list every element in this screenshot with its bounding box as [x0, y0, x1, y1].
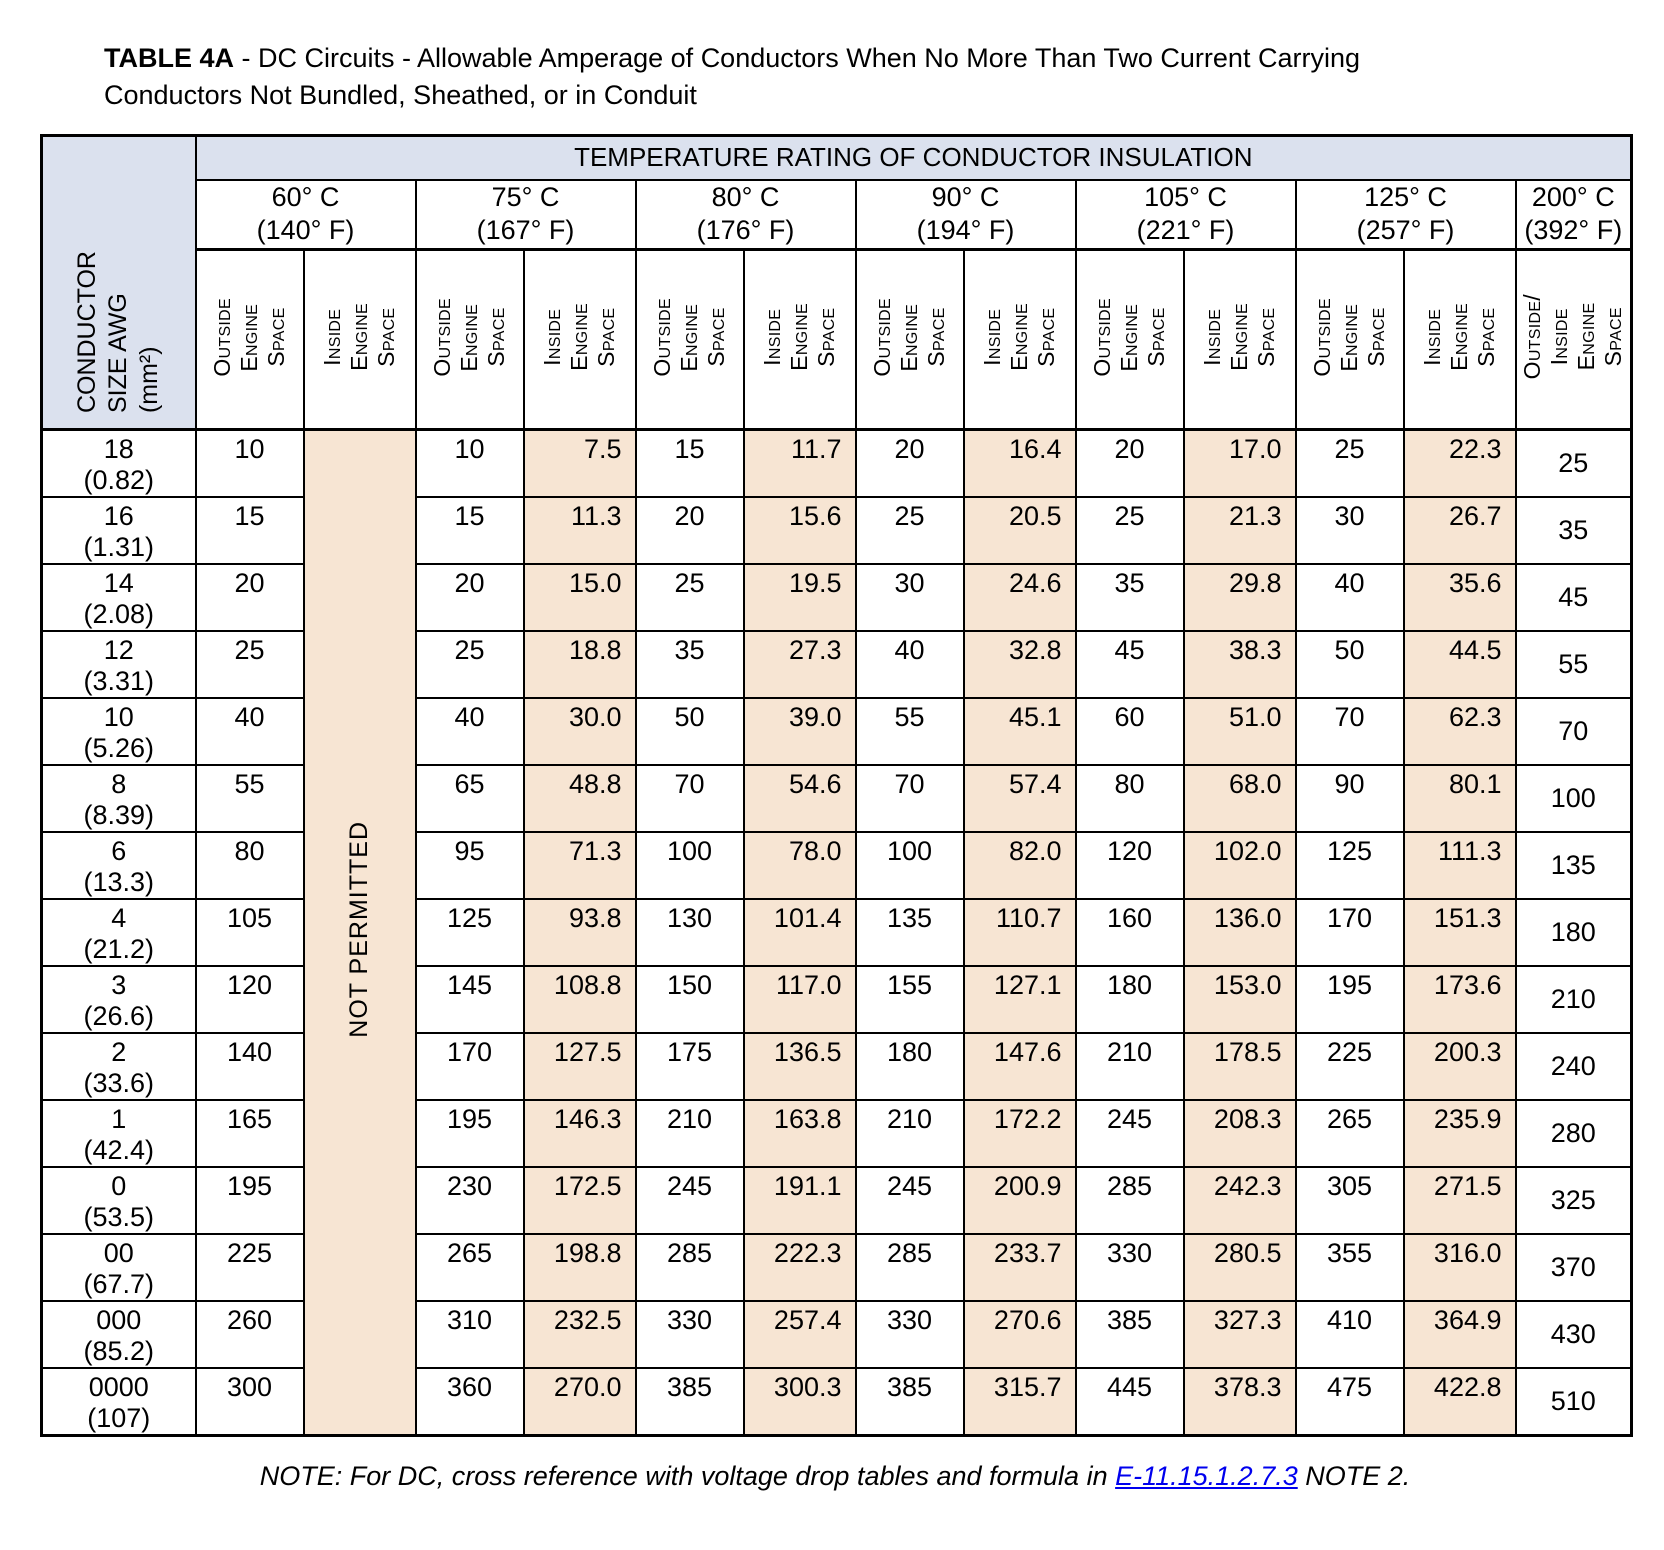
amperage-value-cell: 100 [636, 832, 744, 899]
amperage-value-cell: 15.0 [524, 564, 636, 631]
temp-group-header: 105° C (221° F) [1076, 180, 1296, 250]
amperage-value-cell: 7.5 [524, 430, 636, 498]
amperage-value-cell: 16.4 [964, 430, 1076, 498]
amperage-value-cell: 100 [1516, 765, 1632, 832]
table-row [42, 430, 1632, 498]
amperage-value-cell: 71.3 [524, 832, 636, 899]
amperage-value-cell: 233.7 [964, 1234, 1076, 1301]
amperage-value-cell: 175 [636, 1033, 744, 1100]
amperage-value-cell: 20 [856, 430, 964, 498]
amperage-value-cell: 35 [636, 631, 744, 698]
amperage-value-cell: 370 [1516, 1234, 1632, 1301]
temp-group-header: 125° C (257° F) [1296, 180, 1516, 250]
amperage-value-cell: 135 [856, 899, 964, 966]
conductor-size-cell: 0 (53.5) [42, 1167, 196, 1234]
amperage-value-cell: 11.7 [744, 430, 856, 498]
amperage-value-cell: 325 [1516, 1167, 1632, 1234]
amperage-value-cell: 19.5 [744, 564, 856, 631]
amperage-value-cell: 17.0 [1184, 430, 1296, 498]
conductor-size-cell: 14 (2.08) [42, 564, 196, 631]
amperage-value-cell: 160 [1076, 899, 1184, 966]
amperage-value-cell: 265 [416, 1234, 524, 1301]
conductor-size-header: CONDUCTOR SIZE AWG (mm²) [42, 136, 196, 430]
amperage-value-cell: 25 [416, 631, 524, 698]
amperage-value-cell: 445 [1076, 1368, 1184, 1436]
amperage-value-cell: 50 [1296, 631, 1404, 698]
amperage-value-cell: 25 [856, 497, 964, 564]
amperage-value-cell: 10 [196, 430, 304, 498]
amperage-value-cell: 57.4 [964, 765, 1076, 832]
amperage-value-cell: 245 [1076, 1100, 1184, 1167]
amperage-value-cell: 235.9 [1404, 1100, 1516, 1167]
outside-engine-space-header: Outside Engine Space [1076, 250, 1184, 430]
amperage-value-cell: 27.3 [744, 631, 856, 698]
conductor-size-cell: 6 (13.3) [42, 832, 196, 899]
inside-engine-space-header: Inside Engine Space [1184, 250, 1296, 430]
amperage-value-cell: 30 [1296, 497, 1404, 564]
inside-engine-space-header: Inside Engine Space [524, 250, 636, 430]
conductor-size-cell: 00 (67.7) [42, 1234, 196, 1301]
amperage-value-cell: 38.3 [1184, 631, 1296, 698]
amperage-value-cell: 60 [1076, 698, 1184, 765]
amperage-value-cell: 20 [416, 564, 524, 631]
table-row [42, 1167, 1632, 1234]
amperage-value-cell: 105 [196, 899, 304, 966]
amperage-value-cell: 178.5 [1184, 1033, 1296, 1100]
conductor-size-cell: 8 (8.39) [42, 765, 196, 832]
amperage-value-cell: 15.6 [744, 497, 856, 564]
amperage-value-cell: 30.0 [524, 698, 636, 765]
amperage-value-cell: 195 [416, 1100, 524, 1167]
amperage-value-cell: 40 [196, 698, 304, 765]
amperage-value-cell: 11.3 [524, 497, 636, 564]
table-row [42, 899, 1632, 966]
amperage-value-cell: 330 [856, 1301, 964, 1368]
inside-engine-space-header: Inside Engine Space [964, 250, 1076, 430]
amperage-value-cell: 210 [1076, 1033, 1184, 1100]
amperage-value-cell: 510 [1516, 1368, 1632, 1436]
table-row [42, 1100, 1632, 1167]
table-row [42, 1301, 1632, 1368]
table-row [42, 698, 1632, 765]
outside-engine-space-header: Outside Engine Space [1296, 250, 1404, 430]
temp-group-header: 60° C (140° F) [196, 180, 416, 250]
amperage-value-cell: 191.1 [744, 1167, 856, 1234]
amperage-table-head [42, 136, 1632, 430]
amperage-value-cell: 327.3 [1184, 1301, 1296, 1368]
table-row [42, 564, 1632, 631]
amperage-value-cell: 40 [856, 631, 964, 698]
amperage-value-cell: 120 [196, 966, 304, 1033]
amperage-value-cell: 300.3 [744, 1368, 856, 1436]
amperage-value-cell: 127.5 [524, 1033, 636, 1100]
temp-group-header: 200° C (392° F) [1516, 180, 1632, 250]
amperage-value-cell: 232.5 [524, 1301, 636, 1368]
amperage-value-cell: 430 [1516, 1301, 1632, 1368]
amperage-value-cell: 62.3 [1404, 698, 1516, 765]
amperage-value-cell: 108.8 [524, 966, 636, 1033]
outside-engine-space-header: Outside Engine Space [416, 250, 524, 430]
amperage-value-cell: 93.8 [524, 899, 636, 966]
amperage-value-cell: 78.0 [744, 832, 856, 899]
amperage-value-cell: 230 [416, 1167, 524, 1234]
amperage-value-cell: 151.3 [1404, 899, 1516, 966]
inside-engine-space-header: Inside Engine Space [744, 250, 856, 430]
amperage-value-cell: 25 [1516, 430, 1632, 498]
inside-engine-space-header: Inside Engine Space [1404, 250, 1516, 430]
footnote-text-suffix: NOTE 2. [1297, 1461, 1411, 1491]
amperage-value-cell: 55 [1516, 631, 1632, 698]
amperage-value-cell: 45 [1516, 564, 1632, 631]
amperage-value-cell: 20 [196, 564, 304, 631]
amperage-value-cell: 360 [416, 1368, 524, 1436]
table-row [42, 1033, 1632, 1100]
amperage-value-cell: 10 [416, 430, 524, 498]
amperage-value-cell: 101.4 [744, 899, 856, 966]
amperage-value-cell: 22.3 [1404, 430, 1516, 498]
amperage-value-cell: 136.0 [1184, 899, 1296, 966]
amperage-value-cell: 145 [416, 966, 524, 1033]
conductor-size-cell: 000 (85.2) [42, 1301, 196, 1368]
table-title-text: - DC Circuits - Allowable Amperage of Conductors When No More Than Two Current Carrying Conductors Not Bundled, Sheathed, or in Conduit [104, 43, 1360, 110]
temperature-rating-header: TEMPERATURE RATING OF CONDUCTOR INSULATION [196, 136, 1632, 180]
amperage-value-cell: 280 [1516, 1100, 1632, 1167]
conductor-size-cell: 2 (33.6) [42, 1033, 196, 1100]
conductor-size-cell: 3 (26.6) [42, 966, 196, 1033]
amperage-value-cell: 136.5 [744, 1033, 856, 1100]
amperage-value-cell: 125 [1296, 832, 1404, 899]
amperage-value-cell: 20 [1076, 430, 1184, 498]
amperage-value-cell: 200.9 [964, 1167, 1076, 1234]
amperage-value-cell: 26.7 [1404, 497, 1516, 564]
amperage-value-cell: 210 [636, 1100, 744, 1167]
conductor-size-cell: 18 (0.82) [42, 430, 196, 498]
amperage-value-cell: 195 [196, 1167, 304, 1234]
amperage-value-cell: 271.5 [1404, 1167, 1516, 1234]
amperage-value-cell: 68.0 [1184, 765, 1296, 832]
amperage-value-cell: 198.8 [524, 1234, 636, 1301]
amperage-value-cell: 120 [1076, 832, 1184, 899]
amperage-value-cell: 200.3 [1404, 1033, 1516, 1100]
amperage-value-cell: 30 [856, 564, 964, 631]
amperage-value-cell: 80 [196, 832, 304, 899]
footnote [40, 1461, 1630, 1492]
amperage-value-cell: 140 [196, 1033, 304, 1100]
amperage-value-cell: 35.6 [1404, 564, 1516, 631]
amperage-value-cell: 54.6 [744, 765, 856, 832]
table-title [104, 40, 1504, 114]
amperage-value-cell: 40 [416, 698, 524, 765]
amperage-value-cell: 225 [196, 1234, 304, 1301]
amperage-value-cell: 410 [1296, 1301, 1404, 1368]
amperage-value-cell: 70 [1296, 698, 1404, 765]
amperage-value-cell: 315.7 [964, 1368, 1076, 1436]
amperage-value-cell: 44.5 [1404, 631, 1516, 698]
amperage-value-cell: 270.0 [524, 1368, 636, 1436]
amperage-value-cell: 210 [856, 1100, 964, 1167]
amperage-value-cell: 305 [1296, 1167, 1404, 1234]
amperage-value-cell: 90 [1296, 765, 1404, 832]
amperage-value-cell: 150 [636, 966, 744, 1033]
outside-engine-space-header: Outside Engine Space [636, 250, 744, 430]
amperage-value-cell: 50 [636, 698, 744, 765]
amperage-value-cell: 48.8 [524, 765, 636, 832]
amperage-value-cell: 45 [1076, 631, 1184, 698]
amperage-value-cell: 385 [856, 1368, 964, 1436]
amperage-value-cell: 70 [636, 765, 744, 832]
amperage-value-cell: 95 [416, 832, 524, 899]
temp-group-header: 75° C (167° F) [416, 180, 636, 250]
amperage-value-cell: 195 [1296, 966, 1404, 1033]
amperage-value-cell: 285 [856, 1234, 964, 1301]
amperage-value-cell: 15 [636, 430, 744, 498]
amperage-value-cell: 385 [636, 1368, 744, 1436]
amperage-value-cell: 55 [856, 698, 964, 765]
amperage-value-cell: 80.1 [1404, 765, 1516, 832]
amperage-value-cell: 270.6 [964, 1301, 1076, 1368]
amperage-value-cell: 32.8 [964, 631, 1076, 698]
amperage-value-cell: 222.3 [744, 1234, 856, 1301]
amperage-value-cell: 242.3 [1184, 1167, 1296, 1234]
amperage-value-cell: 39.0 [744, 698, 856, 765]
conductor-size-cell: 0000 (107) [42, 1368, 196, 1436]
amperage-value-cell: 35 [1516, 497, 1632, 564]
amperage-value-cell: 170 [1296, 899, 1404, 966]
amperage-value-cell: 25 [1076, 497, 1184, 564]
amperage-value-cell: 285 [1076, 1167, 1184, 1234]
outside-engine-space-header: Outside Engine Space [196, 250, 304, 430]
amperage-value-cell: 111.3 [1404, 832, 1516, 899]
amperage-value-cell: 25 [196, 631, 304, 698]
amperage-value-cell: 100 [856, 832, 964, 899]
amperage-value-cell: 163.8 [744, 1100, 856, 1167]
amperage-value-cell: 180 [1516, 899, 1632, 966]
amperage-value-cell: 24.6 [964, 564, 1076, 631]
amperage-value-cell: 173.6 [1404, 966, 1516, 1033]
amperage-value-cell: 153.0 [1184, 966, 1296, 1033]
amperage-value-cell: 25 [1296, 430, 1404, 498]
amperage-value-cell: 378.3 [1184, 1368, 1296, 1436]
amperage-value-cell: 155 [856, 966, 964, 1033]
amperage-value-cell: 310 [416, 1301, 524, 1368]
amperage-value-cell: 147.6 [964, 1033, 1076, 1100]
amperage-value-cell: 300 [196, 1368, 304, 1436]
footnote-text: NOTE: For DC, cross reference with voltage drop tables and formula in [259, 1461, 1116, 1491]
amperage-table-body [42, 430, 1632, 1436]
amperage-value-cell: 165 [196, 1100, 304, 1167]
amperage-value-cell: 135 [1516, 832, 1632, 899]
amperage-value-cell: 20 [636, 497, 744, 564]
outside-engine-space-header: Outside Engine Space [856, 250, 964, 430]
amperage-value-cell: 422.8 [1404, 1368, 1516, 1436]
conductor-size-cell: 16 (1.31) [42, 497, 196, 564]
amperage-value-cell: 70 [856, 765, 964, 832]
amperage-value-cell: 70 [1516, 698, 1632, 765]
amperage-value-cell: 125 [416, 899, 524, 966]
amperage-value-cell: 15 [196, 497, 304, 564]
conductor-size-cell: 10 (5.26) [42, 698, 196, 765]
amperage-value-cell: 117.0 [744, 966, 856, 1033]
amperage-value-cell: 65 [416, 765, 524, 832]
amperage-value-cell: 245 [636, 1167, 744, 1234]
conductor-size-cell: 4 (21.2) [42, 899, 196, 966]
footnote-link[interactable]: E-11.15.1.2.7.3 [1115, 1461, 1298, 1491]
amperage-value-cell: 245 [856, 1167, 964, 1234]
amperage-value-cell: 180 [856, 1033, 964, 1100]
amperage-value-cell: 170 [416, 1033, 524, 1100]
amperage-value-cell: 475 [1296, 1368, 1404, 1436]
amperage-value-cell: 260 [196, 1301, 304, 1368]
table-row [42, 631, 1632, 698]
amperage-value-cell: 35 [1076, 564, 1184, 631]
amperage-value-cell: 45.1 [964, 698, 1076, 765]
inside-engine-space-header: Inside Engine Space [304, 250, 416, 430]
table-row [42, 1234, 1632, 1301]
temp-group-header: 90° C (194° F) [856, 180, 1076, 250]
amperage-value-cell: 110.7 [964, 899, 1076, 966]
temp-group-header: 80° C (176° F) [636, 180, 856, 250]
amperage-value-cell: 172.2 [964, 1100, 1076, 1167]
amperage-value-cell: 240 [1516, 1033, 1632, 1100]
amperage-value-cell: 280.5 [1184, 1234, 1296, 1301]
amperage-value-cell: 55 [196, 765, 304, 832]
amperage-value-cell: 225 [1296, 1033, 1404, 1100]
amperage-value-cell: 208.3 [1184, 1100, 1296, 1167]
amperage-value-cell: 15 [416, 497, 524, 564]
amperage-value-cell: 330 [1076, 1234, 1184, 1301]
not-permitted-cell: NOT PERMITTED [304, 430, 416, 1436]
amperage-value-cell: 355 [1296, 1234, 1404, 1301]
amperage-value-cell: 210 [1516, 966, 1632, 1033]
combined-engine-space-header: Outside/ Inside Engine Space [1516, 250, 1632, 430]
amperage-value-cell: 20.5 [964, 497, 1076, 564]
amperage-value-cell: 180 [1076, 966, 1184, 1033]
table-row [42, 966, 1632, 1033]
table-number: TABLE 4A [104, 43, 235, 73]
amperage-value-cell: 40 [1296, 564, 1404, 631]
amperage-value-cell: 330 [636, 1301, 744, 1368]
amperage-value-cell: 25 [636, 564, 744, 631]
conductor-size-cell: 12 (3.31) [42, 631, 196, 698]
amperage-value-cell: 146.3 [524, 1100, 636, 1167]
table-row [42, 1368, 1632, 1436]
amperage-value-cell: 82.0 [964, 832, 1076, 899]
amperage-value-cell: 102.0 [1184, 832, 1296, 899]
amperage-value-cell: 51.0 [1184, 698, 1296, 765]
amperage-value-cell: 257.4 [744, 1301, 856, 1368]
amperage-value-cell: 127.1 [964, 966, 1076, 1033]
amperage-value-cell: 285 [636, 1234, 744, 1301]
amperage-value-cell: 265 [1296, 1100, 1404, 1167]
table-row [42, 497, 1632, 564]
amperage-value-cell: 385 [1076, 1301, 1184, 1368]
amperage-value-cell: 29.8 [1184, 564, 1296, 631]
amperage-value-cell: 172.5 [524, 1167, 636, 1234]
amperage-table [40, 134, 1633, 1437]
conductor-size-cell: 1 (42.4) [42, 1100, 196, 1167]
table-row [42, 832, 1632, 899]
table-row [42, 765, 1632, 832]
amperage-value-cell: 130 [636, 899, 744, 966]
amperage-value-cell: 364.9 [1404, 1301, 1516, 1368]
amperage-value-cell: 18.8 [524, 631, 636, 698]
amperage-value-cell: 80 [1076, 765, 1184, 832]
amperage-value-cell: 21.3 [1184, 497, 1296, 564]
amperage-value-cell: 316.0 [1404, 1234, 1516, 1301]
